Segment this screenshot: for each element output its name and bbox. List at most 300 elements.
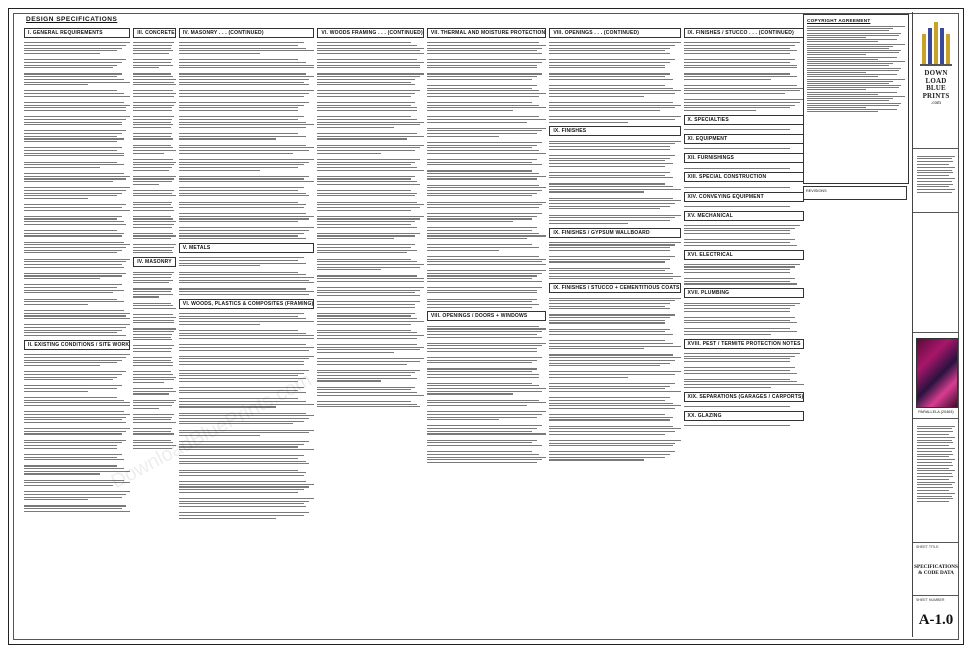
text-line [133, 244, 176, 245]
text-line [179, 318, 306, 319]
text-line [24, 133, 122, 134]
text-line [133, 362, 173, 363]
text-line [133, 164, 174, 165]
spec-item [179, 89, 315, 98]
text-line [24, 122, 122, 123]
text-line [549, 203, 675, 204]
text-line [24, 242, 124, 243]
text-line [549, 408, 675, 409]
text-line [427, 202, 546, 203]
text-line [317, 281, 423, 282]
spec-item [24, 504, 130, 513]
text-line [24, 102, 124, 103]
spec-item [317, 311, 423, 326]
text-line [427, 388, 546, 389]
text-line [807, 33, 901, 34]
spec-item [684, 72, 805, 81]
text-line [427, 287, 542, 288]
spec-item [133, 174, 176, 186]
text-line [807, 94, 878, 95]
spec-item [133, 427, 176, 436]
text-line [807, 57, 897, 58]
text-line [684, 59, 795, 60]
text-line [179, 415, 315, 416]
text-line [549, 119, 675, 120]
section-heading: I. GENERAL REQUIREMENTS [24, 28, 130, 38]
text-line [179, 116, 304, 117]
text-line [133, 365, 173, 366]
text-line [549, 405, 680, 406]
spec-item [24, 297, 130, 306]
spec-item [179, 212, 315, 224]
text-line [133, 393, 169, 394]
spec-item [133, 287, 176, 299]
text-line [24, 491, 130, 492]
text-line [427, 142, 542, 143]
text-line [24, 327, 126, 328]
text-line [427, 90, 539, 91]
text-line [427, 195, 532, 196]
text-line [179, 133, 298, 134]
text-line [427, 273, 542, 274]
text-line [133, 247, 174, 248]
text-line [179, 335, 315, 336]
text-line [133, 440, 170, 441]
text-line [684, 48, 790, 49]
text-line [133, 59, 172, 60]
text-line [179, 463, 309, 464]
text-line [133, 448, 172, 449]
text-line [427, 122, 527, 123]
spec-item [179, 226, 315, 241]
spec-item [317, 189, 423, 198]
text-line [317, 364, 406, 365]
text-line [684, 269, 790, 270]
text-line [684, 425, 790, 426]
text-line [684, 42, 800, 43]
spec-item [179, 397, 315, 409]
text-line [24, 247, 126, 248]
text-line [549, 403, 672, 404]
text-line [24, 365, 100, 366]
text-line [549, 459, 643, 460]
text-line [427, 227, 537, 228]
spec-item [317, 72, 423, 87]
text-line [179, 330, 298, 331]
text-line [684, 228, 795, 229]
text-line [133, 400, 176, 401]
text-line [684, 320, 790, 321]
spec-item [24, 427, 130, 436]
text-line [684, 266, 795, 267]
text-line [317, 45, 417, 46]
text-line [133, 210, 174, 211]
spec-item [133, 387, 176, 396]
text-line [24, 385, 122, 386]
text-line [917, 172, 953, 173]
spec-item [549, 241, 680, 253]
strip-divider [913, 418, 959, 419]
text-line [684, 90, 800, 91]
text-line [179, 193, 306, 194]
text-line [133, 116, 174, 117]
text-line [24, 417, 126, 418]
text-line [549, 73, 670, 74]
text-line [133, 317, 176, 318]
text-line [427, 331, 542, 332]
text-line [24, 313, 130, 314]
text-line [317, 406, 419, 407]
text-line [133, 84, 176, 85]
text-line [317, 190, 411, 191]
text-line [549, 354, 672, 355]
text-line [317, 387, 415, 388]
text-line [684, 328, 790, 329]
text-line [179, 67, 315, 68]
spec-item [684, 277, 805, 286]
text-line [133, 204, 170, 205]
spec-item [684, 205, 805, 209]
spec-item [684, 327, 805, 336]
text-line [133, 221, 176, 222]
spec-item [427, 286, 546, 295]
text-line [317, 53, 423, 54]
text-line [807, 105, 899, 106]
text-line [684, 129, 790, 130]
text-line [917, 473, 952, 474]
text-line [807, 50, 901, 51]
spec-item [179, 158, 315, 173]
text-line [427, 96, 539, 97]
spec-item [317, 231, 423, 240]
text-line [427, 334, 537, 335]
text-line [427, 440, 537, 441]
text-line [549, 116, 680, 117]
text-line [179, 486, 309, 487]
text-line [427, 178, 537, 179]
text-line [179, 216, 315, 217]
text-line [549, 45, 675, 46]
section-heading: IV. MASONRY . . . (CONTINUED) [179, 28, 315, 38]
text-line [179, 257, 304, 258]
text-line [917, 156, 955, 157]
title-block-notes [917, 154, 955, 195]
spec-column [317, 26, 423, 636]
spec-item [684, 58, 805, 70]
text-line [317, 352, 394, 353]
text-line [549, 300, 675, 301]
text-line [317, 261, 417, 262]
text-line [179, 492, 298, 493]
text-line [549, 206, 670, 207]
text-line [133, 274, 172, 275]
text-line [427, 414, 542, 415]
text-line [179, 153, 293, 154]
section-heading: XX. GLAZING [684, 411, 805, 421]
text-line [549, 160, 664, 161]
text-line [317, 264, 423, 265]
project-name: PARALLELA (20463) [918, 410, 954, 414]
text-line [24, 419, 122, 420]
text-line [179, 164, 304, 165]
text-line [549, 244, 675, 245]
text-line [427, 343, 546, 344]
text-line [917, 442, 953, 443]
text-line [133, 322, 174, 323]
text-line [317, 162, 415, 163]
spec-item [24, 240, 130, 255]
text-line [133, 417, 172, 418]
spec-item [179, 329, 315, 341]
strip-divider [913, 595, 959, 596]
text-line [179, 136, 306, 137]
text-line [427, 391, 542, 392]
text-line [317, 380, 381, 381]
text-line [317, 238, 394, 239]
text-line [684, 67, 798, 68]
text-line [549, 400, 664, 401]
text-line [179, 59, 298, 60]
text-line [427, 345, 542, 346]
text-line [133, 79, 176, 80]
spec-item [549, 115, 680, 124]
text-line [24, 335, 126, 336]
text-line [317, 247, 411, 248]
text-line [24, 473, 100, 474]
spec-item [427, 169, 546, 181]
text-line [317, 344, 417, 345]
text-line [133, 337, 170, 338]
text-line [427, 304, 539, 305]
text-line [179, 370, 309, 371]
text-line [24, 465, 117, 466]
text-line [179, 90, 315, 91]
spec-item [549, 154, 680, 169]
spec-item [24, 464, 130, 476]
text-line [24, 414, 130, 415]
text-line [317, 227, 417, 228]
text-line [24, 391, 88, 392]
spec-item [317, 58, 423, 70]
text-line [427, 176, 546, 177]
text-line [24, 357, 126, 358]
spec-item [684, 98, 805, 113]
text-line [427, 147, 532, 148]
text-line [179, 418, 309, 419]
text-line [427, 67, 537, 68]
spec-item [133, 72, 176, 87]
text-line [179, 401, 306, 402]
text-line [24, 67, 113, 68]
text-line [133, 252, 173, 253]
text-line [133, 235, 176, 236]
text-line [179, 145, 306, 146]
text-line [179, 178, 304, 179]
text-line [133, 294, 173, 295]
text-line [133, 145, 170, 146]
specification-columns [24, 26, 804, 636]
spec-item [179, 101, 315, 113]
text-line [684, 361, 790, 362]
spec-item [549, 182, 680, 194]
text-line [549, 102, 672, 103]
spec-item [684, 424, 805, 428]
spec-item [179, 256, 315, 268]
text-line [133, 122, 170, 123]
spec-item [133, 327, 176, 342]
text-line [133, 351, 170, 352]
text-line [133, 138, 173, 139]
spec-item [549, 353, 680, 368]
text-line [549, 96, 643, 97]
text-line [317, 65, 419, 66]
text-line [24, 457, 117, 458]
text-line [684, 381, 798, 382]
spec-item [549, 396, 680, 411]
spec-item [427, 41, 546, 56]
text-line [133, 288, 172, 289]
text-line [549, 306, 664, 307]
text-line [24, 402, 130, 403]
text-line [917, 498, 953, 499]
text-line [807, 109, 897, 110]
text-line [549, 457, 664, 458]
text-line [684, 79, 771, 80]
text-line [24, 468, 124, 469]
spec-item [317, 328, 423, 340]
text-line [133, 65, 173, 66]
text-line [317, 290, 419, 291]
text-line [549, 276, 680, 277]
text-line [807, 54, 866, 55]
text-line [549, 85, 664, 86]
text-line [179, 413, 306, 414]
text-line [179, 202, 298, 203]
text-line [179, 176, 309, 177]
text-line [133, 42, 174, 43]
text-line [179, 150, 309, 151]
text-line [133, 150, 176, 151]
text-line [179, 291, 315, 292]
spec-item [179, 132, 315, 141]
logo-word-3: BLUE [926, 84, 946, 92]
text-line [317, 62, 423, 63]
text-line [317, 378, 417, 379]
text-line [24, 480, 124, 481]
text-line [24, 371, 126, 372]
text-line [317, 150, 415, 151]
text-line [427, 281, 542, 282]
spec-item [317, 400, 423, 409]
text-line [549, 445, 672, 446]
spec-item [427, 398, 546, 407]
text-line [427, 385, 539, 386]
text-line [427, 425, 542, 426]
text-line [917, 167, 955, 168]
text-line [549, 122, 628, 123]
text-line [917, 459, 955, 460]
text-line [24, 360, 122, 361]
text-line [549, 434, 664, 435]
text-line [24, 284, 122, 285]
text-line [917, 501, 949, 502]
text-line [684, 305, 795, 306]
text-line [427, 360, 537, 361]
text-line [133, 348, 172, 349]
text-line [179, 512, 309, 513]
text-line [317, 372, 415, 373]
text-line [549, 317, 670, 318]
text-line [179, 406, 277, 407]
text-line [549, 348, 643, 349]
text-line [179, 458, 298, 459]
text-line [317, 124, 419, 125]
text-line [549, 360, 675, 361]
text-line [317, 292, 415, 293]
spec-item [549, 424, 680, 436]
section-heading: XV. MECHANICAL [684, 211, 805, 221]
sheet-number-label: SHEET NUMBER [916, 598, 945, 602]
text-line [317, 370, 419, 371]
text-line [179, 432, 309, 433]
text-line [549, 388, 664, 389]
text-line [427, 264, 546, 265]
spec-item [427, 341, 546, 353]
text-line [807, 59, 878, 60]
text-line [917, 468, 949, 469]
text-line [317, 42, 411, 43]
text-line [24, 79, 124, 80]
text-line [133, 227, 172, 228]
text-line [24, 73, 122, 74]
text-line [427, 247, 539, 248]
text-line [24, 318, 130, 319]
text-line [317, 361, 419, 362]
text-line [549, 426, 672, 427]
text-line [807, 63, 893, 64]
text-line [24, 130, 126, 131]
text-line [684, 105, 795, 106]
text-line [317, 278, 423, 279]
text-line [179, 324, 260, 325]
text-line [917, 434, 949, 435]
text-line [133, 93, 176, 94]
text-line [24, 273, 126, 274]
text-line [427, 301, 532, 302]
text-line [549, 76, 664, 77]
text-line [179, 455, 304, 456]
text-line [317, 136, 423, 137]
text-line [179, 102, 309, 103]
text-line [427, 102, 532, 103]
text-line [549, 93, 675, 94]
section-heading: IX. FINISHES [549, 126, 680, 136]
text-line [133, 328, 176, 329]
text-line [549, 59, 675, 60]
text-line [684, 303, 800, 304]
text-line [24, 264, 122, 265]
text-line [24, 324, 130, 325]
text-line [549, 419, 670, 420]
text-line [179, 73, 306, 74]
text-line [549, 278, 672, 279]
text-line [133, 90, 173, 91]
text-line [549, 454, 670, 455]
text-line [807, 111, 878, 112]
text-line [549, 172, 670, 173]
text-line [133, 377, 176, 378]
text-line [427, 405, 527, 406]
